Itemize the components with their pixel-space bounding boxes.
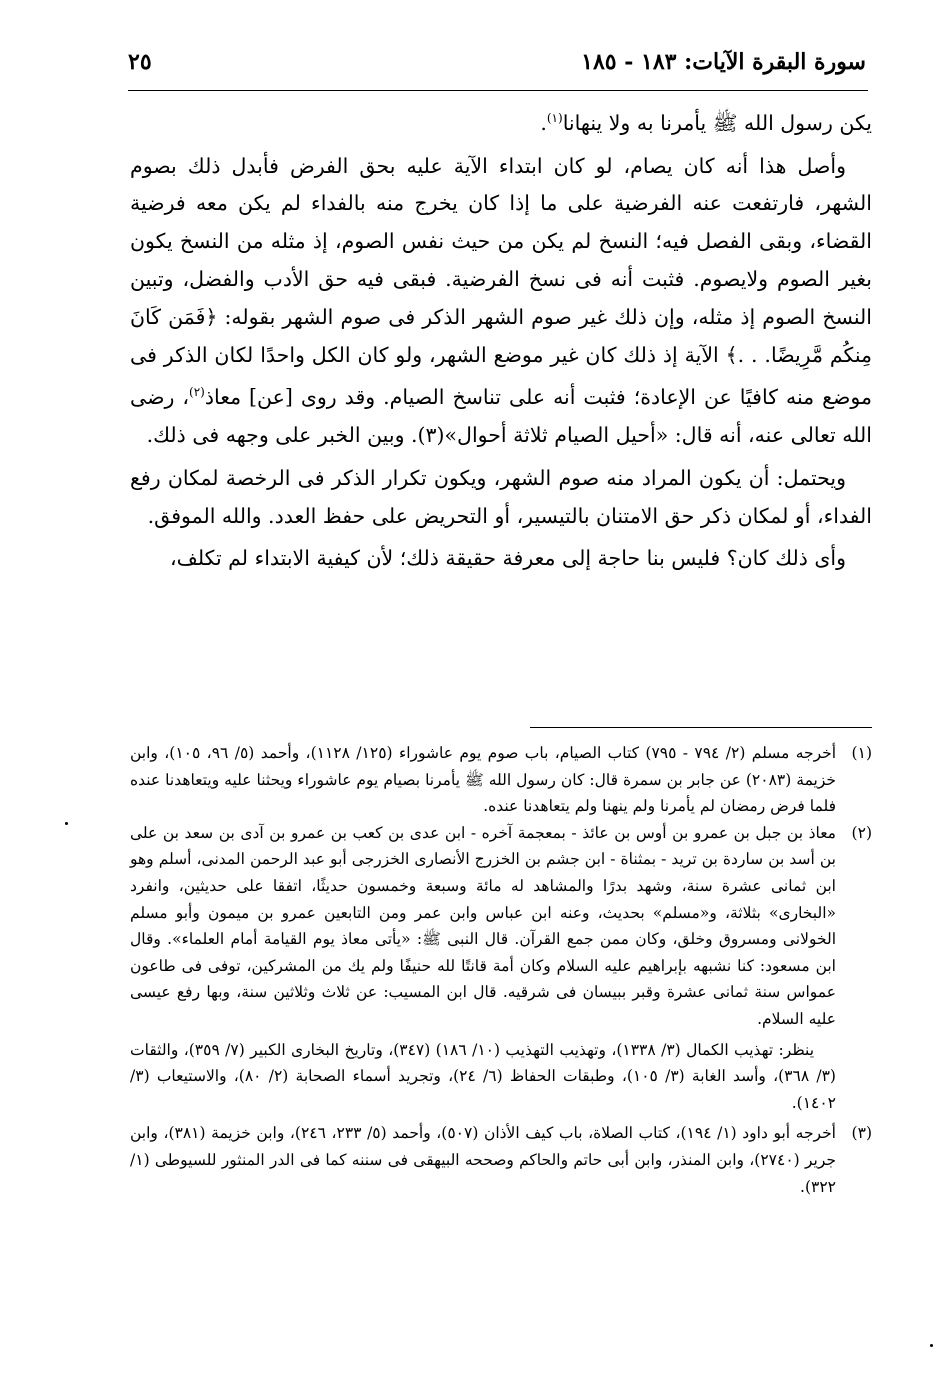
footnote bbox=[130, 740, 872, 820]
paragraph bbox=[130, 540, 872, 578]
footnote bbox=[130, 1120, 872, 1200]
paragraph bbox=[130, 100, 872, 143]
paragraph bbox=[130, 148, 872, 455]
footnote-text: أخرجه مسلم (٢/ ٧٩٤ - ٧٩٥) كتاب الصيام، باب صوم يوم عاشوراء (١٢٥/ ١١٢٨)، وأحمد (٥/ ٩٦، ١٠٥)، وابن خزيمة (٢٠٨٣) عن جابر بن سمرة قال: كان رسول الله ﷺ يأمرنا بصيام يوم عاشوراء ويحثنا عليه ويتعاهدنا عنده فلما فرض رمضان لم يأمرنا ولم ينهنا ولم يتعاهدنا عنده. bbox=[130, 744, 837, 816]
footnote-divider bbox=[530, 727, 872, 728]
footnotes bbox=[130, 740, 872, 1200]
paragraph-text: ويحتمل: أن يكون المراد منه صوم الشهر، ويكون تكرار الذكر فى الرخصة لمكان رفع الفداء، أو لمكان ذكر حق الامتنان بالتيسير، أو التحريض على حفظ العدد. والله الموفق. bbox=[130, 465, 872, 528]
page-header bbox=[128, 40, 866, 84]
paragraph-text-tail: . bbox=[540, 110, 547, 135]
paragraph-text: وأى ذلك كان؟ فليس بنا حاجة إلى معرفة حقيقة ذلك؛ لأن كيفية الابتداء لم تكلف، bbox=[170, 546, 846, 571]
paragraph-text-tail: ، رضى الله تعالى عنه، أنه قال: «أحيل الصيام ثلاثة أحوال»(٣). وبين الخبر على وجهه فى ذلك. bbox=[130, 385, 872, 448]
paragraph-text: وأصل هذا أنه كان يصام، لو كان ابتداء الآية عليه بحق الفرض فأبدل ذلك بصوم الشهر، فارتفعت عنه الفرضية على ما إذا كان يخرج منه بالفداء لم يكن معه فرضية القضاء، وبقى الفصل فيه؛ النسخ لم يكن من حيث نفس الصوم، إذ مثله من النسخ يكون بغير الصوم ولايصوم. فثبت أنه فى نسخ الفرضية. فبقى فيه حق الأدب والفضل، وتبين النسخ الصوم إذ مثله، وإن ذلك غير صوم الشهر الذكر فى صوم الشهر بقوله: ﴿فَمَن كَانَ مِنكُم مَّرِيضًا. . .﴾ الآية إذ ذلك كان غير موضع الشهر، ولو كان الكل واحدًا لكان الذكر فى موضع منه كافيًا عن الإعادة؛ فثبت أنه على تناسخ الصيام. وقد روى [عن] معاذ bbox=[130, 153, 872, 410]
footnote-text: معاذ بن جبل بن عمرو بن أوس بن عائذ - بمعجمة آخره - ابن عدى بن كعب بن عمرو بن آدى بن سعد بن على بن أسد بن ساردة بن تريد - بمثناة - ابن جشم بن الخزرج الأنصارى الخزرجى أبو عبد الرحمن المدنى، أسلم وهو ابن ثمانى عشرة سنة، وشهد بدرًا والمشاهد له مائة وسبعة وخمسون حديثًا، اتفقا على حديثين، وانفرد «البخارى» بثلاثة، و«مسلم» بحديث، وعنه ابن عباس وابن عمر ومن التابعين عمرو بن ميمون وأبو مسلم الخولانى ومسروق وخلق، وكان ممن جمع القرآن. قال النبى ﷺ: «يأتى معاذ يوم القيامة أمام العلماء». وقال ابن مسعود: كنا نشبهه بإبراهيم عليه السلام وكان أمة قانتًا لله حنيفًا ولم يك من المشركين، توفى فى طاعون عمواس سنة ثمانى عشرة وقبر ببيسان فى شرقيه. قال ابن المسيب: عن ثلاث وثلاثين سنة، وبها رفع عيسى عليه السلام. bbox=[130, 823, 836, 1028]
footnote-number: (٢) bbox=[851, 823, 872, 842]
paragraph bbox=[130, 460, 872, 536]
footnote-text: أخرجه أبو داود (١/ ١٩٤)، كتاب الصلاة، باب كيف الأذان (٥٠٧)، وأحمد (٥/ ٢٣٣، ٢٤٦)، وابن خزيمة (٣٨١)، وابن جرير (٢٧٤٠)، وابن المنذر، وابن أبى حاتم والحاكم وصححه البيهقى فى سننه كما فى الدر المنثور للسيوطى (١/ ٣٢٢). bbox=[130, 1124, 836, 1196]
header-divider bbox=[128, 90, 868, 91]
paragraph-text: يكن رسول الله ﷺ يأمرنا به ولا ينهانا bbox=[562, 110, 872, 135]
scan-speck bbox=[930, 1344, 933, 1347]
footnote-references: ينظر: تهذيب الكمال (٣/ ١٣٣٨)، وتهذيب التهذيب (١٠/ ١٨٦) (٣٤٧)، وتاريخ البخارى الكبير (٧/ ٣٥٩)، والثقات (٣/ ٣٦٨)، وأسد الغابة (٣/ ١٠٥)، وطبقات الحفاظ (٦/ ٢٤)، وتجريد أسماء الصحابة (٢/ ٨٠)، والاستيعاب (٣/ ١٤٠٢). bbox=[130, 1040, 836, 1112]
main-text bbox=[130, 100, 872, 583]
scan-speck bbox=[65, 822, 68, 825]
footnote bbox=[130, 820, 872, 1033]
footnote-ref: (٢) bbox=[189, 385, 205, 400]
footnote-number: (١) bbox=[851, 744, 872, 762]
footnote-number: (٣) bbox=[851, 1124, 872, 1143]
running-title: سورة البقرة الآيات: ١٨٣ - ١٨٥ bbox=[581, 49, 866, 75]
page-number: ٢٥ bbox=[128, 49, 152, 75]
footnote-ref: (١) bbox=[546, 111, 563, 125]
